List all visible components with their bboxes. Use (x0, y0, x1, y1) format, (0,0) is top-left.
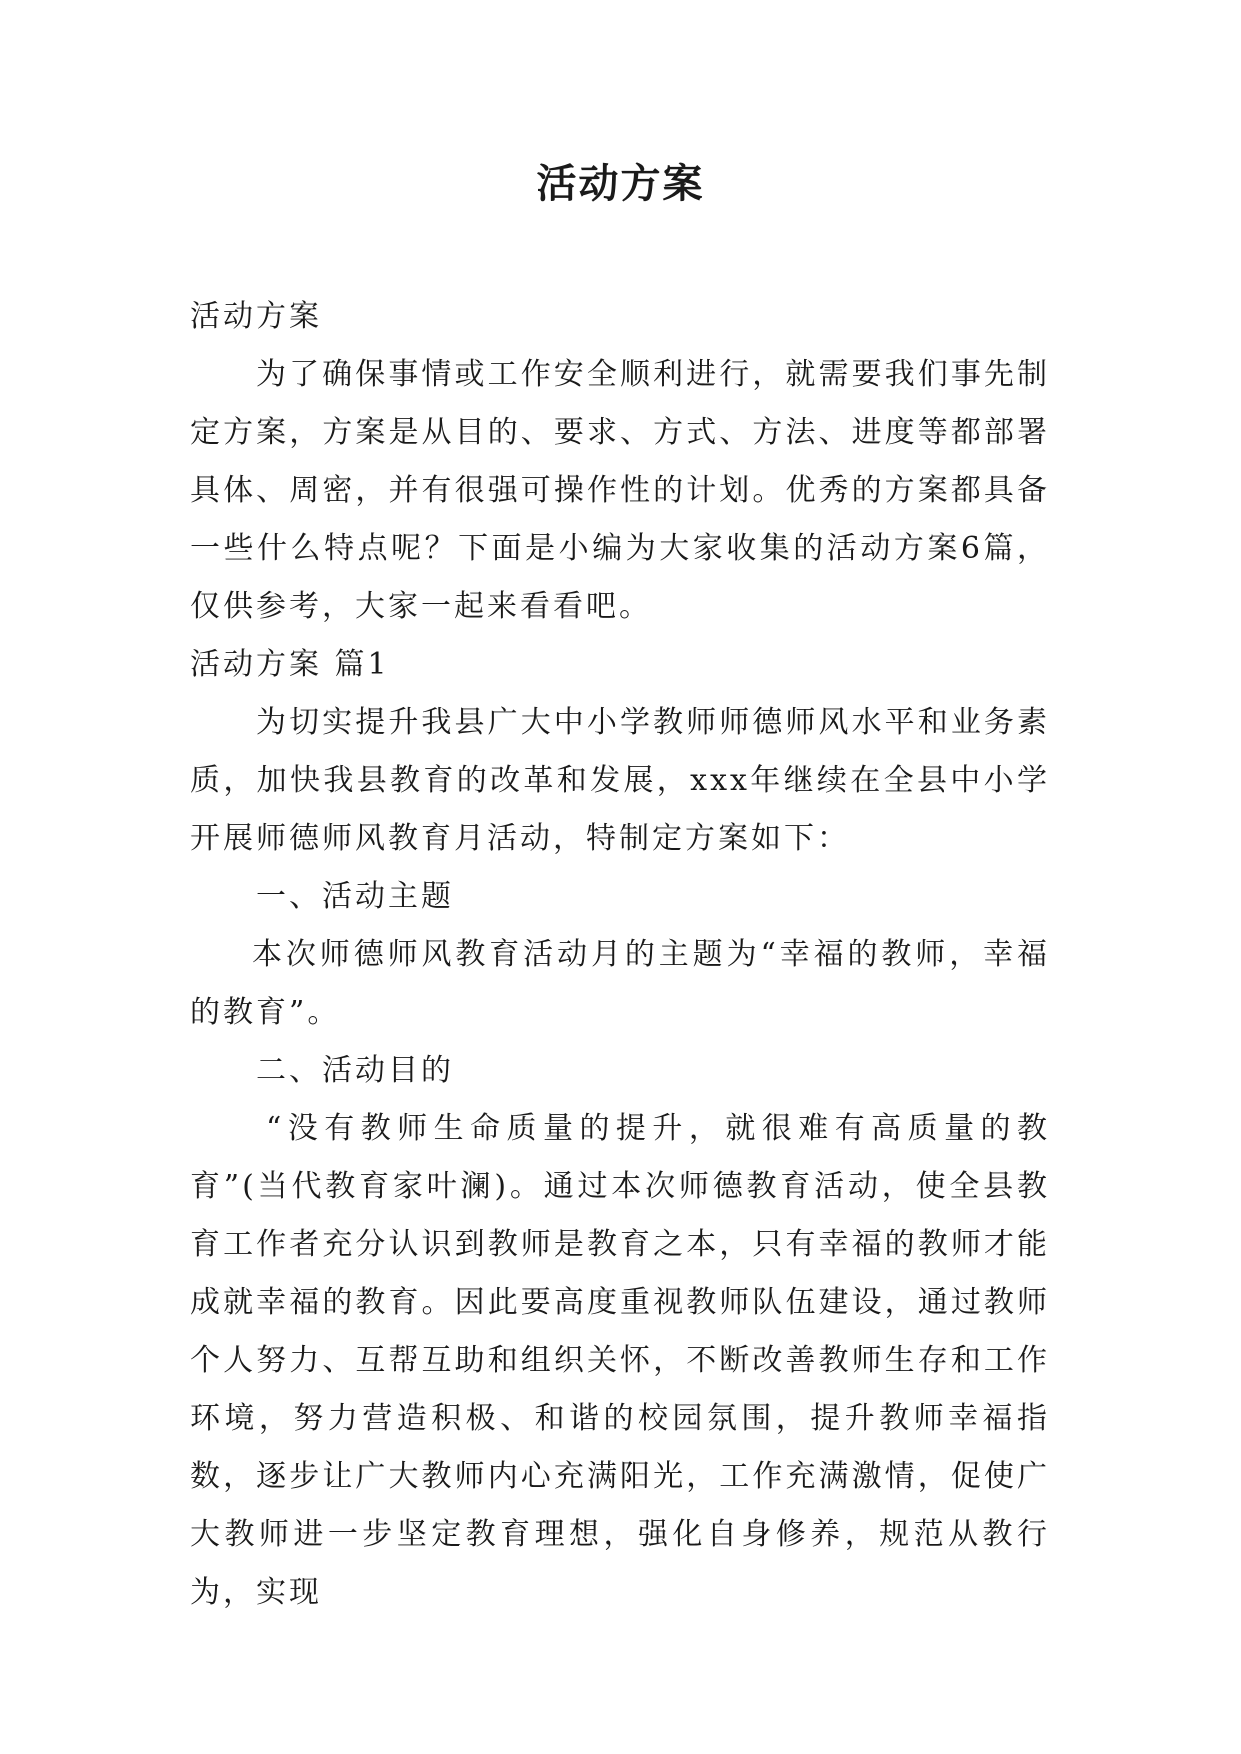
chapter-heading: 活动方案 篇1 (190, 647, 390, 682)
chapter-intro-paragraph: 为切实提升我县广大中小学教师师德师风水平和业务素质，加快我县教育的改革和发展，xxx年继续在全县中小学开展师德师风教育月活动，特制定方案如下： (190, 705, 1050, 856)
subheading-purpose: 二、活动目的 (256, 1053, 454, 1088)
document-body (190, 288, 1050, 1622)
theme-paragraph: 本次师德师风教育活动月的主题为“幸福的教师，幸福的教育”。 (190, 937, 1050, 1030)
subheading-theme: 一、活动主题 (256, 879, 454, 914)
document-title: 活动方案 (536, 160, 705, 207)
purpose-paragraph: “没有教师生命质量的提升，就很难有高质量的教育”(当代教育家叶澜)。通过本次师德教育活动，使全县教育工作者充分认识到教师是教育之本，只有幸福的教师才能成就幸福的教育。因此要高度重视教师队伍建设，通过教师个人努力、互帮互助和组织关怀，不断改善教师生存和工作环境，努力营造积极、和谐的校园氛围，提升教师幸福指数，逐步让广大教师内心充满阳光，工作充满激情，促使广大教师进一步坚定教育理想，强化自身修养，规范从教行为，实现 (190, 1111, 1050, 1610)
section-heading: 活动方案 (190, 299, 322, 334)
intro-paragraph: 为了确保事情或工作安全顺利进行，就需要我们事先制定方案，方案是从目的、要求、方式、方法、进度等都部署具体、周密，并有很强可操作性的计划。优秀的方案都具备一些什么特点呢？下面是小编为大家收集的活动方案6篇，仅供参考，大家一起来看看吧。 (190, 357, 1050, 624)
